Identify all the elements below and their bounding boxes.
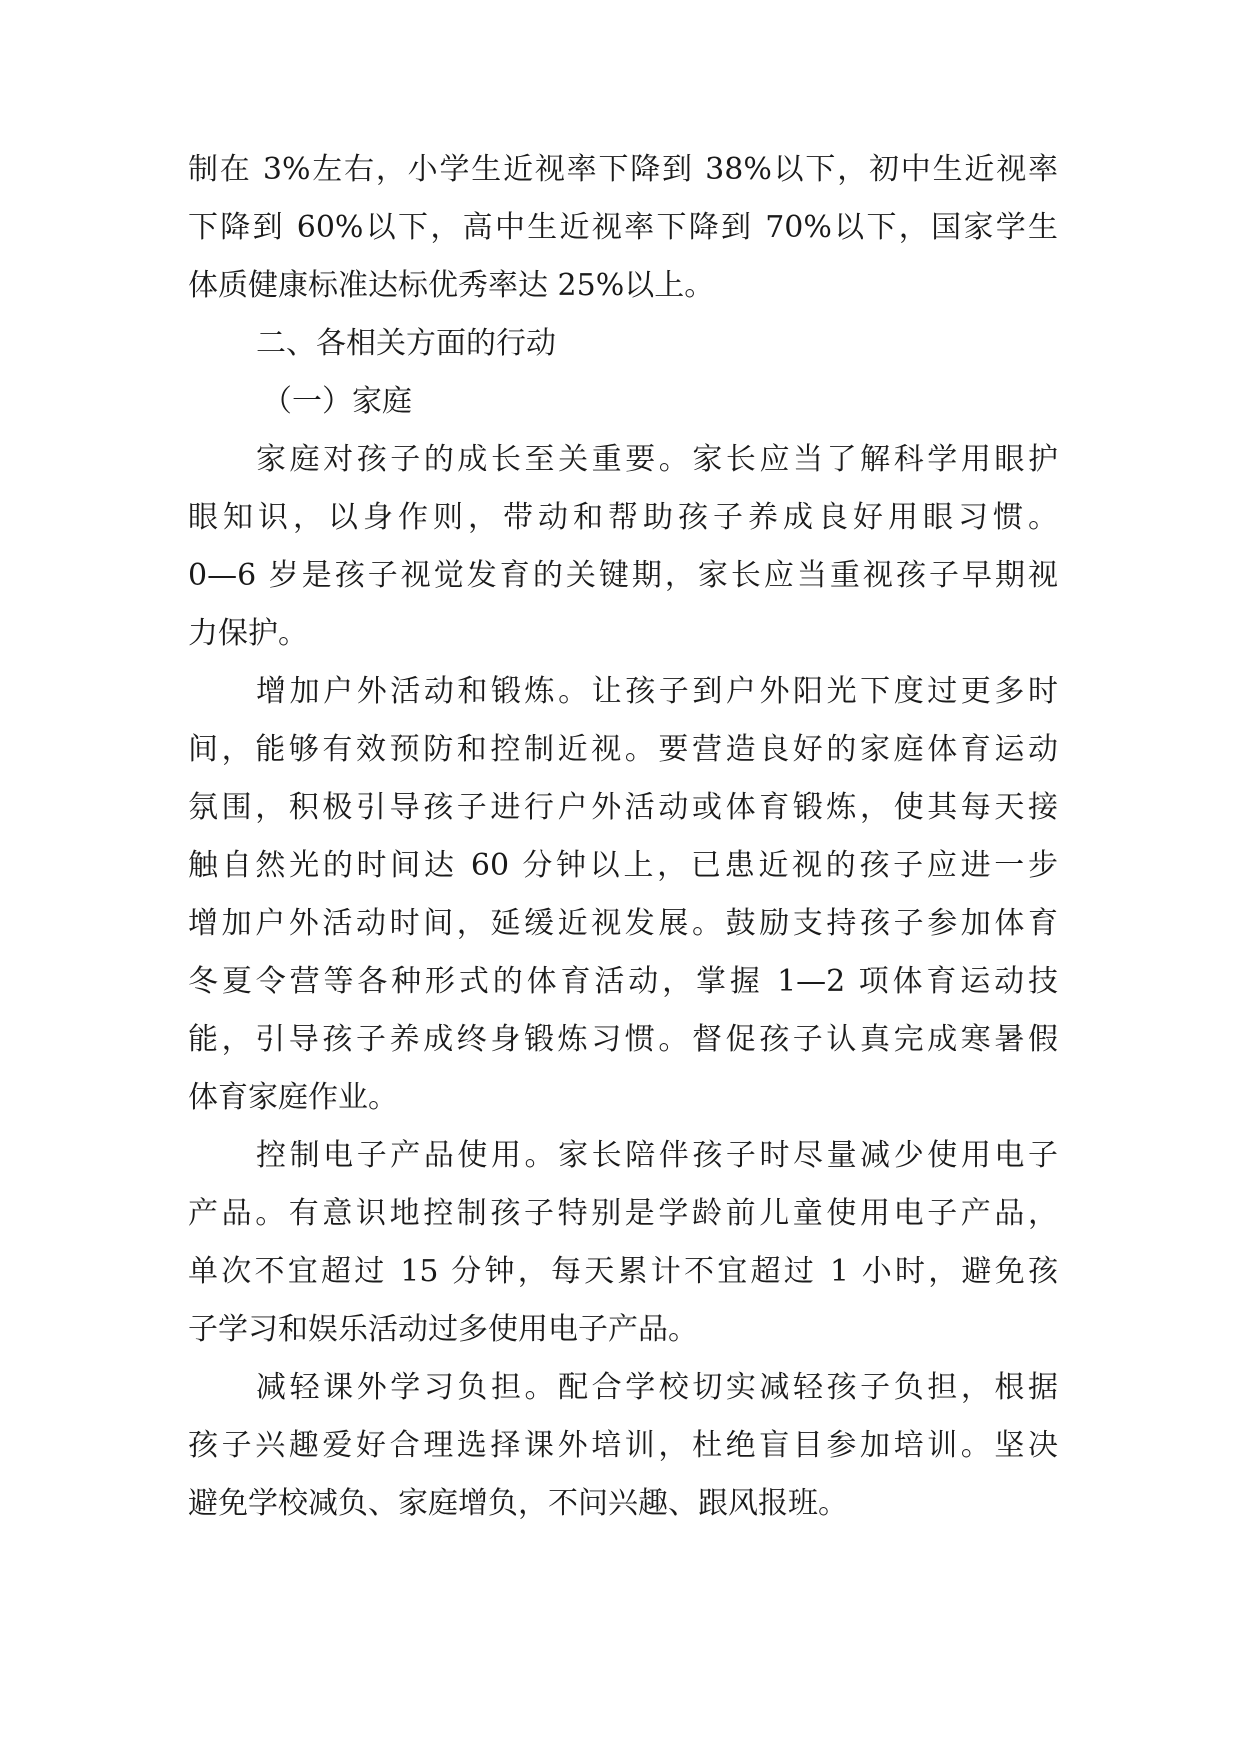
body-text-line: 冬夏令营等各种形式的体育活动，掌握 1—2 项体育运动技 [188,964,1058,999]
body-text-line: 子学习和娱乐活动过多使用电子产品。 [188,1312,698,1347]
body-text-line: 能，引导孩子养成终身锻炼习惯。督促孩子认真完成寒暑假 [188,1022,1058,1057]
body-text-line: 氛围，积极引导孩子进行户外活动或体育锻炼，使其每天接 [188,790,1058,825]
paragraph-first-line: 增加户外活动和锻炼。让孩子到户外阳光下度过更多时 [256,674,1058,709]
body-text-line: 单次不宜超过 15 分钟，每天累计不宜超过 1 小时，避免孩 [188,1254,1058,1289]
body-text-line: 0—6 岁是孩子视觉发育的关键期，家长应当重视孩子早期视 [188,558,1058,593]
paragraph-first-line: 减轻课外学习负担。配合学校切实减轻孩子负担，根据 [256,1370,1058,1405]
paragraph-first-line: 家庭对孩子的成长至关重要。家长应当了解科学用眼护 [256,442,1058,477]
body-text-line: 产品。有意识地控制孩子特别是学龄前儿童使用电子产品， [188,1196,1058,1231]
paragraph-first-line: 控制电子产品使用。家长陪伴孩子时尽量减少使用电子 [256,1138,1058,1173]
body-text-line: 力保护。 [188,616,308,651]
section-heading: 二、各相关方面的行动 [256,326,556,361]
body-text-line: 触自然光的时间达 60 分钟以上，已患近视的孩子应进一步 [188,848,1058,883]
subsection-heading: （一）家庭 [262,384,412,419]
body-text-line: 制在 3%左右，小学生近视率下降到 38%以下，初中生近视率 [188,152,1058,187]
body-text-line: 避免学校减负、家庭增负，不问兴趣、跟风报班。 [188,1486,848,1521]
body-text-line: 增加户外活动时间，延缓近视发展。鼓励支持孩子参加体育 [188,906,1058,941]
body-text-line: 下降到 60%以下，高中生近视率下降到 70%以下，国家学生 [188,210,1058,245]
body-text-line: 间，能够有效预防和控制近视。要营造良好的家庭体育运动 [188,732,1058,767]
body-text-line: 体育家庭作业。 [188,1080,398,1115]
body-text-line: 孩子兴趣爱好合理选择课外培训，杜绝盲目参加培训。坚决 [188,1428,1058,1463]
body-text-line: 眼知识，以身作则，带动和帮助孩子养成良好用眼习惯。 [188,500,1058,535]
body-text-line: 体质健康标准达标优秀率达 25%以上。 [188,268,715,303]
